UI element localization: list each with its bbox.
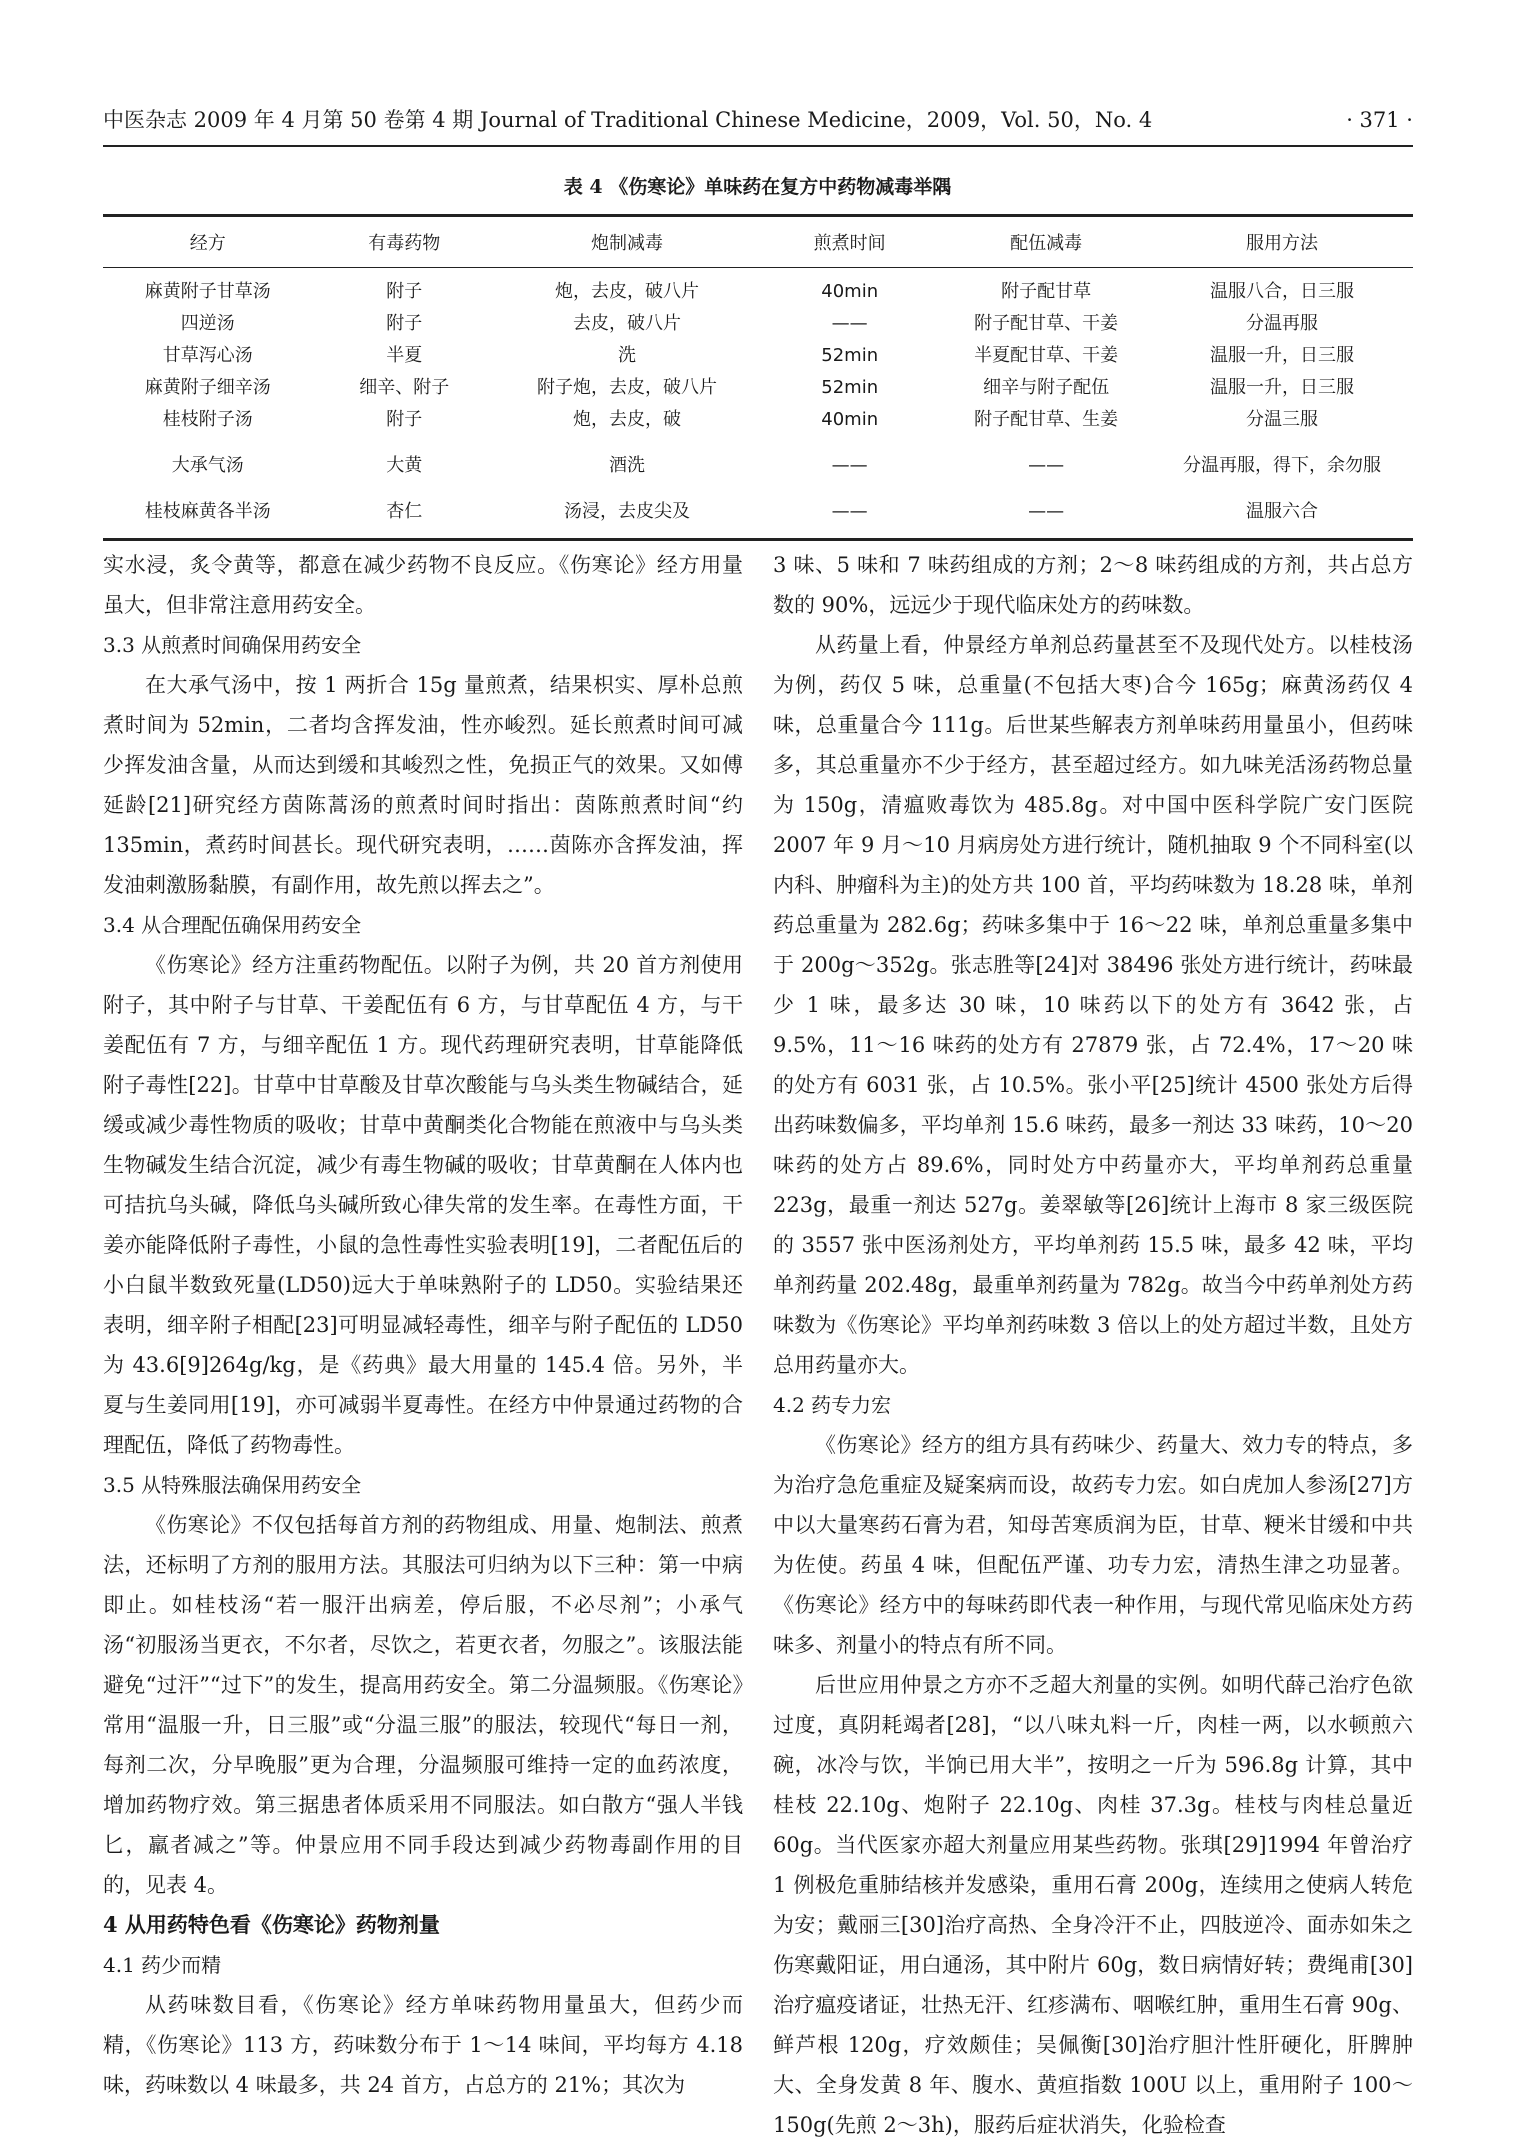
table-cell: 附子	[386, 313, 423, 334]
table-cell: 麻黄附子甘草汤	[144, 281, 271, 302]
table-cell: 去皮，破八片	[572, 313, 681, 334]
table-cell: 附子炮，去皮，破八片	[536, 377, 717, 398]
table-row	[103, 372, 1413, 404]
section-heading-4-2: 4.2 药专力宏	[773, 1393, 892, 1417]
table-cell: ——	[1028, 455, 1065, 476]
paragraph: 从药量上看，仲景经方单剂总药量甚至不及现代处方。以桂枝汤为例，药仅 5 味，总重量(不包括大枣)合今 165g；麻黄汤药仅 4 味，总重量合今 111g。后世某些解表方剂单味药用量虽小，但药味多，其总重量亦不少于经方，甚至超过经方。如九味羌活汤药物总量为 150g，清瘟败毒饮为 485.8g。对中国中医科学院广安门医院 2007 年 9 月～10 月病房处方进行统计，随机抽取 9 个不同科室(以内科、肿瘤科为主)的处方共 100 首，平均药味数为 18.28 味，单剂药总重量为 282.6g；药味多集中于 16～22 味，单剂总重量多集中于 200g～352g。张志胜等[24]对 38496 张处方进行统计，药味最少 1 味，最多达 30 味，10 味药以下的处方有 3642 张，占 9.5%，11～16 味药的处方有 27879 张，占 72.4%，17～20 味的处方有 6031 张，占 10.5%。张小平[25]统计 4500 张处方后得出药味数偏多，平均单剂 15.6 味药，最多一剂达 33 味药，10～20 味药的处方占 89.6%，同时处方中药量亦大，平均单剂药总重量 223g，最重一剂达 527g。姜翠敏等[26]统计上海市 8 家三级医院的 3557 张中医汤剂处方，平均单剂药 15.5 味，最多 42 味，平均单剂药量 202.48g，最重单剂药量为 782g。故当今中药单剂处方药味数为《伤寒论》平均单剂药味数 3 倍以上的处方超过半数，且处方总用药量亦大。	[773, 633, 1413, 1377]
table-cell: 附子配甘草、生姜	[974, 409, 1119, 430]
table-row	[103, 268, 1413, 309]
table-row	[103, 340, 1413, 372]
table-caption: 表 4 《伤寒论》单味药在复方中药物减毒举隅	[563, 176, 952, 198]
table-cell: 温服一升，日三服	[1209, 345, 1354, 366]
table-row	[103, 496, 1413, 540]
journal-citation: 中医杂志 2009 年 4 月第 50 卷第 4 期 Journal of Traditional Chinese Medicine，2009，Vol. 50，No. 4	[103, 108, 1153, 132]
detox-table	[103, 214, 1413, 541]
table-cell: 炮，去皮，破八片	[554, 281, 699, 302]
header-rule	[103, 145, 1413, 147]
table-cell: ——	[831, 313, 868, 334]
table-cell: 大黄	[386, 455, 423, 476]
table-cell: 温服六合	[1245, 501, 1318, 522]
table-cell: 附子	[386, 281, 423, 302]
column-header: 配伍减毒	[941, 216, 1151, 268]
table-cell: 半夏	[386, 345, 423, 366]
table-cell: 温服一升，日三服	[1209, 377, 1354, 398]
running-header	[103, 100, 1413, 140]
table-cell: 分温三服	[1245, 409, 1318, 430]
column-header: 煎煮时间	[758, 216, 941, 268]
table-cell: 附子配甘草、干姜	[974, 313, 1119, 334]
table-cell: 温服八合，日三服	[1209, 281, 1354, 302]
table-cell: 分温再服，得下，余勿服	[1182, 455, 1381, 476]
table-cell: 分温再服	[1245, 313, 1318, 334]
paragraph: 3 味、5 味和 7 味药组成的方剂；2～8 味药组成的方剂，共占总方数的 90%，远远少于现代临床处方的药味数。	[773, 553, 1413, 617]
table-cell: 甘草泻心汤	[162, 345, 253, 366]
table-cell: 桂枝麻黄各半汤	[144, 501, 271, 522]
table-row	[103, 308, 1413, 340]
table-cell: 细辛、附子	[359, 377, 450, 398]
section-heading-4: 4 从用药特色看《伤寒论》药物剂量	[103, 1912, 440, 1937]
left-column	[103, 545, 743, 2105]
table-cell: 52min	[821, 377, 879, 398]
section-heading-3-4: 3.4 从合理配伍确保用药安全	[103, 913, 362, 937]
table-cell: 杏仁	[386, 501, 423, 522]
column-header: 服用方法	[1151, 216, 1413, 268]
paragraph: 后世应用仲景之方亦不乏超大剂量的实例。如明代薛己治疗色欲过度，真阴耗竭者[28]，“以八味丸料一斤，肉桂一两，以水顿煎六碗，冰冷与饮，半饷已用大半”，按明之一斤为 596.8g 计算，其中桂枝 22.10g、炮附子 22.10g、肉桂 37.3g。桂枝与肉桂总量近 60g。当代医家亦超大剂量应用某些药物。张琪[29]1994 年曾治疗 1 例极危重肺结核并发感染，重用石膏 200g，连续用之使病人转危为安；戴丽三[30]治疗高热、全身冷汗不止，四肢逆冷、面赤如朱之伤寒戴阳证，用白通汤，其中附片 60g，数日病情好转；费绳甫[30]治疗瘟疫诸证，壮热无汗、红疹满布、咽喉红肿，重用生石膏 90g、鲜芦根 120g，疗效颇佳；吴佩衡[30]治疗胆汁性肝硬化，肝脾肿大、全身发黄 8 年、腹水、黄疸指数 100U 以上，重用附子 100～150g(先煎 2～3h)，服药后症状消失，化验检查	[773, 1673, 1413, 2137]
table-cell: 酒洗	[608, 455, 645, 476]
paragraph: 《伤寒论》经方的组方具有药味少、药量大、效力专的特点，多为治疗急危重症及疑案病而设，故药专力宏。如白虎加人参汤[27]方中以大量寒药石膏为君，知母苦寒质润为臣，甘草、粳米甘缓和中共为佐使。药虽 4 味，但配伍严谨、功专力宏，清热生津之功显著。《伤寒论》经方中的每味药即代表一种作用，与现代常见临床处方药味多、剂量小的特点有所不同。	[773, 1433, 1413, 1657]
section-heading-4-1: 4.1 药少而精	[103, 1953, 222, 1977]
table-row	[103, 436, 1413, 496]
right-column	[773, 545, 1413, 2145]
page-number: · 371 ·	[1346, 108, 1413, 132]
table-cell: 半夏配甘草、干姜	[974, 345, 1119, 366]
table-cell: 40min	[821, 281, 879, 302]
paragraph: 实水浸，炙令黄等，都意在减少药物不良反应。《伤寒论》经方用量虽大，但非常注意用药安全。	[103, 553, 743, 617]
table-cell: 细辛与附子配伍	[983, 377, 1110, 398]
section-heading-3-3: 3.3 从煎煮时间确保用药安全	[103, 633, 362, 657]
table-container	[103, 214, 1413, 541]
table-row	[103, 404, 1413, 436]
table-cell: ——	[831, 501, 868, 522]
section-heading-3-5: 3.5 从特殊服法确保用药安全	[103, 1473, 362, 1497]
table-cell: 52min	[821, 345, 879, 366]
column-header: 有毒药物	[313, 216, 496, 268]
table-cell: 炮，去皮，破	[572, 409, 681, 430]
table-cell: 40min	[821, 409, 879, 430]
paragraph: 《伤寒论》不仅包括每首方剂的药物组成、用量、炮制法、煎煮法，还标明了方剂的服用方法。其服法可归纳为以下三种：第一中病即止。如桂枝汤“若一服汗出病差，停后服，不必尽剂”；小承气汤“初服汤当更衣，不尔者，尽饮之，若更衣者，勿服之”。该服法能避免“过汗”“过下”的发生，提高用药安全。第二分温频服。《伤寒论》常用“温服一升，日三服”或“分温三服”的服法，较现代“每日一剂，每剂二次，分早晚服”更为合理，分温频服可维持一定的血药浓度，增加药物疗效。第三据患者体质采用不同服法。如白散方“强人半钱匕，羸者减之”等。仲景应用不同手段达到减少药物毒副作用的目的，见表 4。	[103, 1513, 743, 1897]
table-cell: 附子	[386, 409, 423, 430]
column-header: 经方	[103, 216, 313, 268]
table-cell: 麻黄附子细辛汤	[144, 377, 271, 398]
table-cell: 桂枝附子汤	[162, 409, 253, 430]
table-cell: 四逆汤	[180, 313, 235, 334]
table-cell: 汤浸，去皮尖及	[563, 501, 690, 522]
table-header-row	[103, 216, 1413, 268]
paragraph: 从药味数目看，《伤寒论》经方单味药物用量虽大，但药少而精，《伤寒论》113 方，药味数分布于 1～14 味间，平均每方 4.18 味，药味数以 4 味最多，共 24 首方，占总方的 21%；其次为	[103, 1993, 743, 2097]
table-cell: 附子配甘草	[1001, 281, 1092, 302]
table-cell: 大承气汤	[171, 455, 244, 476]
table-cell: ——	[1028, 501, 1065, 522]
paragraph: 在大承气汤中，按 1 两折合 15g 量煎煮，结果枳实、厚朴总煎煮时间为 52min，二者均含挥发油，性亦峻烈。延长煎煮时间可减少挥发油含量，从而达到缓和其峻烈之性，免损正气的效果。又如傅延龄[21]研究经方茵陈蒿汤的煎煮时间时指出：茵陈煎煮时间“约 135min，煮药时间甚长。现代研究表明，……茵陈亦含挥发油，挥发油刺激肠黏膜，有副作用，故先煎以挥去之”。	[103, 673, 743, 897]
table-cell: ——	[831, 455, 868, 476]
column-header: 炮制减毒	[496, 216, 758, 268]
paragraph: 《伤寒论》经方注重药物配伍。以附子为例，共 20 首方剂使用附子，其中附子与甘草、干姜配伍有 6 方，与甘草配伍 4 方，与干姜配伍有 7 方，与细辛配伍 1 方。现代药理研究表明，甘草能降低附子毒性[22]。甘草中甘草酸及甘草次酸能与乌头类生物碱结合，延缓或减少毒性物质的吸收；甘草中黄酮类化合物能在煎液中与乌头类生物碱发生结合沉淀，减少有毒生物碱的吸收；甘草黄酮在人体内也可拮抗乌头碱，降低乌头碱所致心律失常的发生率。在毒性方面，干姜亦能降低附子毒性，小鼠的急性毒性实验表明[19]，二者配伍后的小白鼠半数致死量(LD50)远大于单味熟附子的 LD50。实验结果还表明，细辛附子相配[23]可明显减轻毒性，细辛与附子配伍的 LD50 为 43.6[9]264g/kg，是《药典》最大用量的 145.4 倍。另外，半夏与生姜同用[19]，亦可减弱半夏毒性。在经方中仲景通过药物的合理配伍，降低了药物毒性。	[103, 953, 743, 1457]
table-cell: 洗	[617, 345, 636, 366]
